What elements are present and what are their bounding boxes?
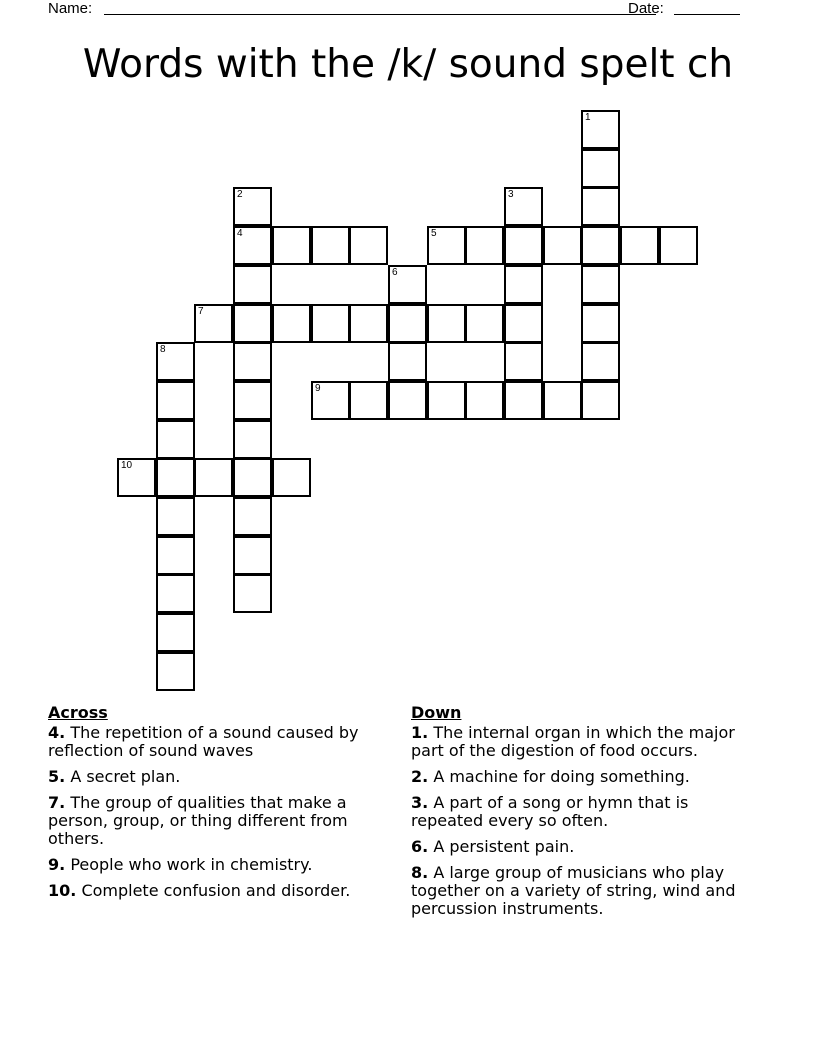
crossword-cell[interactable] bbox=[156, 342, 195, 381]
crossword-cell[interactable] bbox=[581, 265, 620, 304]
crossword-cell[interactable] bbox=[581, 110, 620, 149]
clue-item bbox=[411, 794, 756, 830]
clue-item bbox=[411, 724, 756, 760]
crossword-cell[interactable] bbox=[465, 304, 504, 343]
crossword-cell[interactable] bbox=[156, 420, 195, 459]
crossword-cell[interactable] bbox=[504, 226, 543, 265]
clue-number: 8. bbox=[411, 863, 429, 882]
crossword-cell[interactable] bbox=[581, 342, 620, 381]
clue-number: 3. bbox=[411, 793, 429, 812]
cell-number: 3 bbox=[508, 189, 514, 200]
crossword-cell[interactable] bbox=[233, 226, 272, 265]
clue-text: A machine for doing something. bbox=[433, 767, 690, 786]
crossword-cell[interactable] bbox=[117, 458, 156, 497]
crossword-cell[interactable] bbox=[233, 420, 272, 459]
clue-text: A persistent pain. bbox=[433, 837, 575, 856]
crossword-cell[interactable] bbox=[388, 265, 427, 304]
crossword-cell[interactable] bbox=[194, 458, 233, 497]
crossword-cell[interactable] bbox=[659, 226, 698, 265]
crossword-cell[interactable] bbox=[504, 187, 543, 226]
crossword-cell[interactable] bbox=[349, 226, 388, 265]
crossword-cell[interactable] bbox=[311, 226, 350, 265]
cell-number: 10 bbox=[121, 460, 133, 471]
cell-number: 2 bbox=[237, 189, 243, 200]
crossword-cell[interactable] bbox=[543, 226, 582, 265]
crossword-cell[interactable] bbox=[349, 381, 388, 420]
clue-item bbox=[48, 882, 386, 900]
crossword-cell[interactable] bbox=[581, 381, 620, 420]
clue-item bbox=[48, 794, 386, 848]
cell-number: 1 bbox=[585, 112, 591, 123]
clue-text: The group of qualities that make a person, group, or thing different from others. bbox=[48, 793, 348, 848]
crossword-cell[interactable] bbox=[311, 381, 350, 420]
clue-number: 9. bbox=[48, 855, 66, 874]
crossword-cell[interactable] bbox=[233, 458, 272, 497]
clue-text: The internal organ in which the major part of the digestion of food occurs. bbox=[411, 723, 735, 760]
crossword-cell[interactable] bbox=[504, 342, 543, 381]
clue-text: Complete confusion and disorder. bbox=[81, 881, 351, 900]
crossword-cell[interactable] bbox=[233, 574, 272, 613]
clue-item bbox=[411, 768, 756, 786]
clue-item bbox=[48, 724, 386, 760]
crossword-cell[interactable] bbox=[233, 381, 272, 420]
crossword-cell[interactable] bbox=[156, 652, 195, 691]
crossword-cell[interactable] bbox=[156, 458, 195, 497]
date-label: Date: bbox=[628, 0, 664, 17]
clue-item bbox=[411, 838, 756, 856]
across-heading: Across bbox=[48, 703, 108, 722]
crossword-cell[interactable] bbox=[311, 304, 350, 343]
crossword-cell[interactable] bbox=[156, 497, 195, 536]
clue-item bbox=[411, 864, 756, 918]
clue-number: 5. bbox=[48, 767, 66, 786]
clue-text: A large group of musicians who play together on a variety of string, wind and percussion instruments. bbox=[411, 863, 736, 918]
page-title: Words with the /k/ sound spelt ch bbox=[82, 42, 734, 87]
clue-number: 1. bbox=[411, 723, 429, 742]
clue-text: People who work in chemistry. bbox=[70, 855, 313, 874]
crossword-cell[interactable] bbox=[427, 304, 466, 343]
crossword-cell[interactable] bbox=[581, 304, 620, 343]
clue-number: 10. bbox=[48, 881, 77, 900]
crossword-cell[interactable] bbox=[465, 226, 504, 265]
cell-number: 9 bbox=[315, 383, 321, 394]
crossword-cell[interactable] bbox=[581, 226, 620, 265]
crossword-cell[interactable] bbox=[581, 187, 620, 226]
clue-number: 4. bbox=[48, 723, 66, 742]
crossword-cell[interactable] bbox=[233, 304, 272, 343]
clue-text: A secret plan. bbox=[70, 767, 181, 786]
clue-number: 7. bbox=[48, 793, 66, 812]
crossword-cell[interactable] bbox=[388, 342, 427, 381]
clue-item bbox=[48, 856, 386, 874]
crossword-cell[interactable] bbox=[504, 304, 543, 343]
crossword-cell[interactable] bbox=[156, 536, 195, 575]
clue-text: A part of a song or hymn that is repeated every so often. bbox=[411, 793, 689, 830]
crossword-cell[interactable] bbox=[233, 342, 272, 381]
crossword-cell[interactable] bbox=[156, 613, 195, 652]
crossword-cell[interactable] bbox=[620, 226, 659, 265]
clue-text: The repetition of a sound caused by reflection of sound waves bbox=[48, 723, 359, 760]
down-heading: Down bbox=[411, 703, 462, 722]
crossword-cell[interactable] bbox=[233, 187, 272, 226]
crossword-cell[interactable] bbox=[272, 226, 311, 265]
crossword-cell[interactable] bbox=[156, 574, 195, 613]
down-clues bbox=[411, 704, 756, 926]
crossword-cell[interactable] bbox=[272, 304, 311, 343]
crossword-cell[interactable] bbox=[233, 265, 272, 304]
crossword-cell[interactable] bbox=[388, 381, 427, 420]
clue-number: 2. bbox=[411, 767, 429, 786]
crossword-cell[interactable] bbox=[388, 304, 427, 343]
crossword-cell[interactable] bbox=[504, 265, 543, 304]
cell-number: 4 bbox=[237, 228, 243, 239]
crossword-cell[interactable] bbox=[272, 458, 311, 497]
clue-number: 6. bbox=[411, 837, 429, 856]
cell-number: 7 bbox=[198, 306, 204, 317]
clue-item bbox=[48, 768, 386, 786]
crossword-cell[interactable] bbox=[233, 497, 272, 536]
crossword-cell[interactable] bbox=[465, 381, 504, 420]
cell-number: 5 bbox=[431, 228, 437, 239]
across-clues bbox=[48, 704, 386, 908]
crossword-cell[interactable] bbox=[194, 304, 233, 343]
crossword-cell[interactable] bbox=[504, 381, 543, 420]
crossword-cell[interactable] bbox=[156, 381, 195, 420]
crossword-cell[interactable] bbox=[543, 381, 582, 420]
cell-number: 6 bbox=[392, 267, 398, 278]
crossword-cell[interactable] bbox=[581, 149, 620, 188]
crossword-cell[interactable] bbox=[349, 304, 388, 343]
cell-number: 8 bbox=[160, 344, 166, 355]
name-label: Name: bbox=[48, 0, 93, 17]
crossword-cell[interactable] bbox=[427, 226, 466, 265]
crossword-cell[interactable] bbox=[233, 536, 272, 575]
crossword-cell[interactable] bbox=[427, 381, 466, 420]
